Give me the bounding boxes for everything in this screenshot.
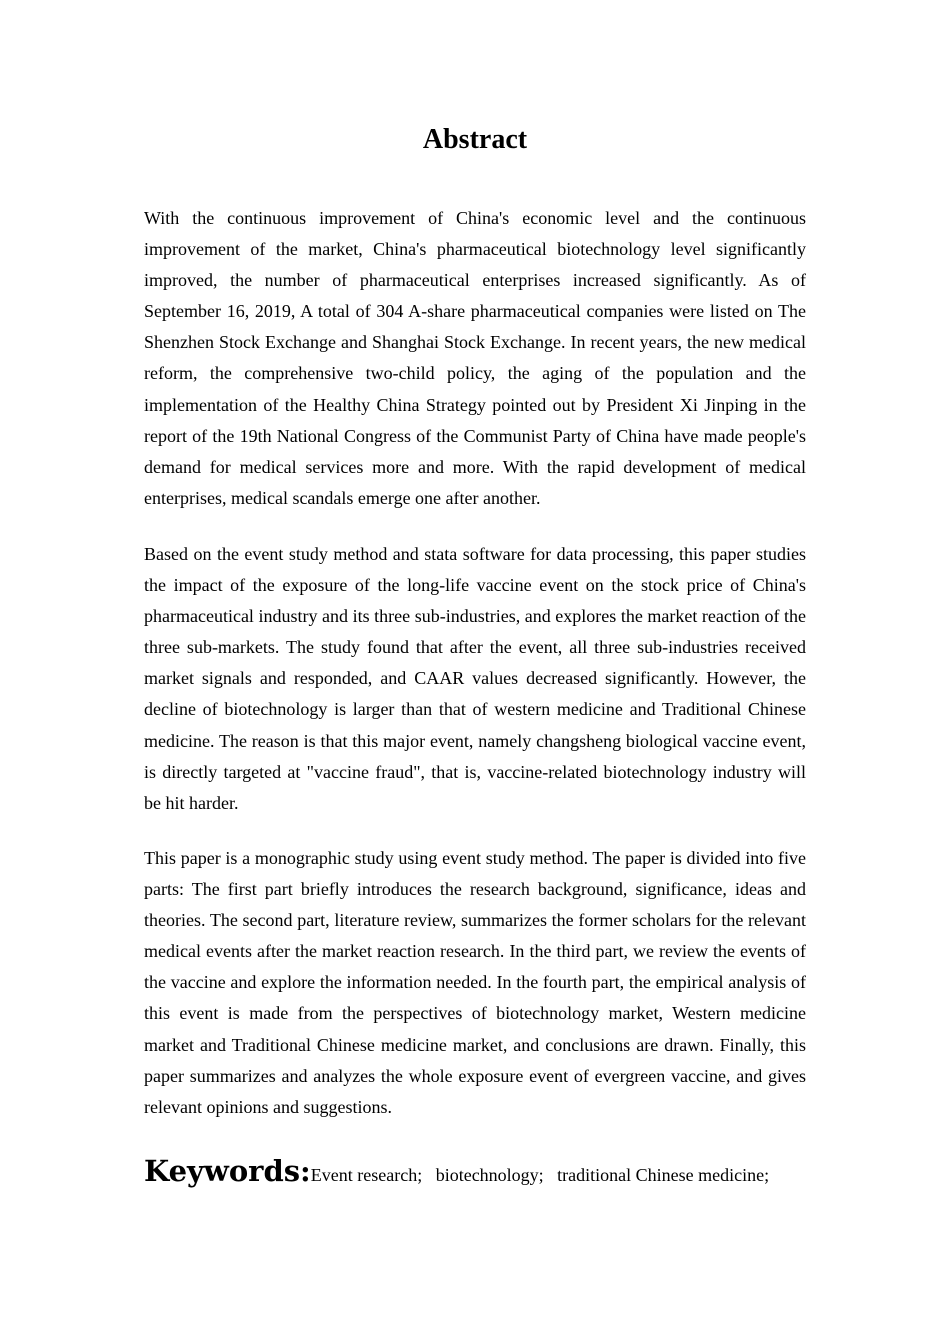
keywords-text: Event research; biotechnology; traditional Chinese medicine; xyxy=(310,1165,770,1185)
abstract-paragraph-1: With the continuous improvement of China's economic level and the continuous improvement of the market, China's pharmaceutical biotechnology level significantly improved, the number of pharmaceutical enterprises increased significantly. As of September 16, 2019, A total of 304 A-share pharmaceutical companies were listed on The Shenzhen Stock Exchange and Shanghai Stock Exchange. In recent years, the new medical reform, the comprehensive two-child policy, the aging of the population and the implementation of the Healthy China Strategy pointed out by President Xi Jinping in the report of the 19th National Congress of the Communist Party of China have made people's demand for medical services more and more. With the rapid development of medical enterprises, medical scandals emerge one after another. xyxy=(144,208,806,508)
abstract-paragraph-2: Based on the event study method and stata software for data processing, this paper studies the impact of the exposure of the long-life vaccine event on the stock price of China's pharmaceutical industry and its three sub-industries, and explores the market reaction of the three sub-markets. The study found that after the event, all three sub-industries received market signals and responded, and CAAR values decreased significantly. However, the decline of biotechnology is larger than that of western medicine and Traditional Chinese medicine. The reason is that this major event, namely changsheng biological vaccine event, is directly targeted at "vaccine fraud", that is, vaccine-related biotechnology industry will be hit harder. xyxy=(144,544,806,813)
abstract-paragraph-3: This paper is a monographic study using event study method. The paper is divided into five parts: The first part briefly introduces the research background, significance, ideas and theories. The second part, literature review, summarizes the former scholars for the relevant medical events after the market reaction research. In the third part, we review the events of the vaccine and explore the information needed. In the fourth part, the empirical analysis of this event is made from the perspectives of biotechnology market, Western medicine market and Traditional Chinese medicine market, and conclusions are drawn. Finally, this paper summarizes and analyzes the whole exposure event of evergreen vaccine, and gives relevant opinions and suggestions. xyxy=(144,848,806,1117)
keywords-line xyxy=(144,1154,844,1188)
page-title: Abstract xyxy=(422,124,528,155)
keywords-label: Keywords: xyxy=(144,1154,311,1188)
